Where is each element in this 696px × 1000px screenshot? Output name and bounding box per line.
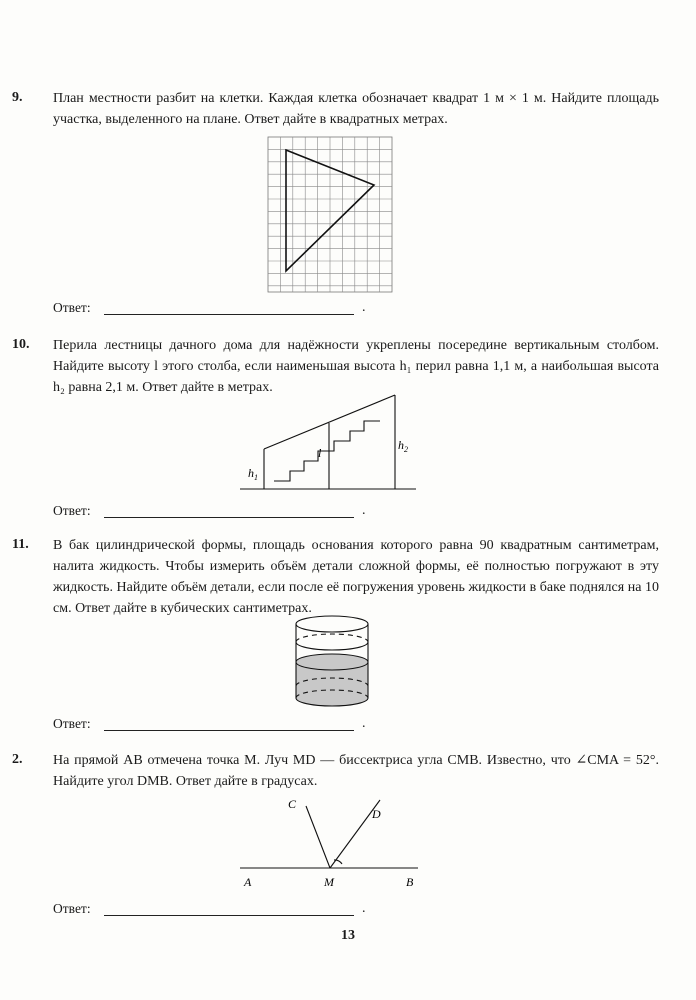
answer-end: . bbox=[362, 503, 366, 518]
cylinder-tank-figure bbox=[290, 612, 374, 712]
answer-end: . bbox=[362, 300, 366, 315]
problem-number: 9. bbox=[12, 90, 23, 105]
problem-text: Перила лестницы дачного дома для надёжности укреплены посередине вертикальным столбом. Найдите высоту l этого столба, если наименьшая высота h₁ перил равна 1,1 м, а наибольшая высота h₂ равна 2,1 м. Ответ дайте в метрах. bbox=[53, 338, 659, 395]
problem-number: 2. bbox=[12, 752, 23, 767]
problem-text: План местности разбит на клетки. Каждая клетка обозначает квадрат 1 м × 1 м. Найдите площадь участка, выделенного на плане. Ответ дайте в квадратных метрах. bbox=[53, 91, 659, 127]
l-label: l bbox=[318, 446, 322, 460]
h1-label: $h_1$ bbox=[248, 466, 258, 482]
angle-bisector-figure bbox=[230, 792, 430, 892]
answer-end: . bbox=[362, 716, 366, 731]
answer-label: Ответ: bbox=[53, 901, 91, 916]
page-number: 13 bbox=[341, 928, 355, 943]
label-M: M bbox=[324, 875, 334, 889]
h2-label: $h_2$ bbox=[398, 438, 408, 454]
answer-label: Ответ: bbox=[53, 300, 91, 315]
answer-label: Ответ: bbox=[53, 503, 91, 518]
problem-text: На прямой AB отмечена точка M. Луч MD — биссектриса угла CMB. Известно, что ∠CMA = 52°. Найдите угол DMB. Ответ дайте в градусах. bbox=[53, 753, 659, 789]
answer-field[interactable] bbox=[104, 915, 354, 916]
label-C: C bbox=[288, 797, 297, 811]
label-D: D bbox=[372, 807, 381, 821]
problem-number: 11. bbox=[12, 537, 29, 552]
answer-field[interactable] bbox=[104, 314, 354, 315]
label-A: A bbox=[244, 875, 252, 889]
problem-text: В бак цилиндрической формы, площадь основания которого равна 90 квадратным сантиметрам, налита жидкость. Чтобы измерить объём детали сложной формы, её полностью погружают в эту жидкость. Найдите объём детали, если после её погружения уровень жидкости в баке поднялся на 10 см. Ответ дайте в кубических сантиметрах. bbox=[53, 538, 659, 616]
answer-field[interactable] bbox=[104, 730, 354, 731]
grid-plan-figure bbox=[265, 135, 395, 295]
answer-label: Ответ: bbox=[53, 716, 91, 731]
label-B: B bbox=[406, 875, 414, 889]
answer-end: . bbox=[362, 901, 366, 916]
problem-number: 10. bbox=[12, 337, 30, 352]
answer-field[interactable] bbox=[104, 517, 354, 518]
stair-railing-figure bbox=[240, 385, 420, 495]
